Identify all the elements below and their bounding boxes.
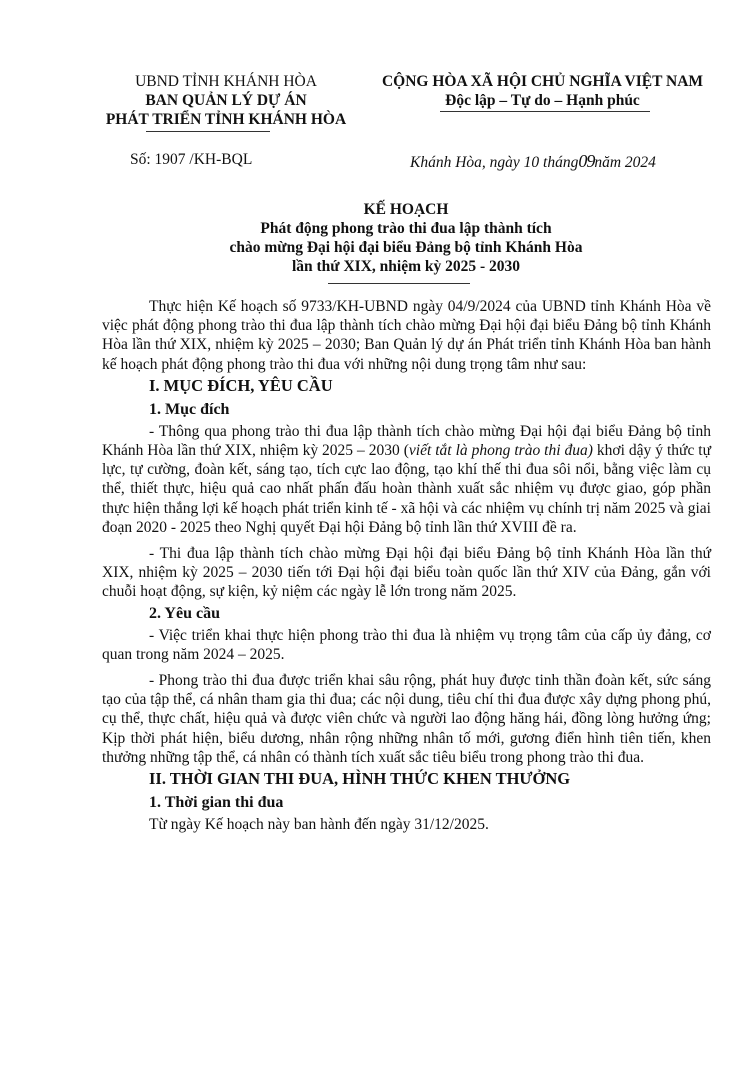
purpose-paragraph-2: - Thi đua lập thành tích chào mừng Đại hội đại biểu Đảng bộ tỉnh Khánh Hòa lần thứ XIX, nhiệm kỳ 2025 – 2030 tiến tới Đại hội đại biểu toàn quốc lần thứ XIV của Đảng, gắn với chuỗi hoạt động, sự kiện, kỷ niệm các ngày lễ lớn trong năm 2025. xyxy=(102,545,711,601)
title-line2: chào mừng Đại hội đại biểu Đảng bộ tỉnh Khánh Hòa xyxy=(229,239,583,256)
agency-name-line1: BAN QUẢN LÝ DỰ ÁN xyxy=(145,92,307,109)
purpose-p1-end: khơi dậy ý thức tự lực, tự cường, đoàn kết, sáng tạo, tích cực lao động, tạo khí thế thi đua sôi nổi, bằng việc làm cụ thể, thiết thực, hiệu quả cao nhất phấn đấu hoàn thành xuất sắc nhiệm vụ được giao, góp phần thực hiện thắng lợi kế hoạch phát triển kinh tế - xã hội và các nhiệm vụ chính trị năm 2025 và giai đoạn 2020 - 2025 theo Nghị quyết Đại hội Đảng bộ tỉnh lần thứ XVIII đề ra. xyxy=(102,442,712,536)
requirements-paragraph-2: - Phong trào thi đua được triển khai sâu rộng, phát huy được tinh thần đoàn kết, sức sáng tạo của tập thể, cá nhân tham gia thi đua; các nội dung, tiêu chí thi đua được xây dựng phong phú, cụ thể, thực chất, hiệu quả và được viên chức và người lao động hăng hái, đồng lòng hưởng ứng; Kịp thời phát hiện, biểu dương, nhân rộng những nhân tố mới, gương điển hình tiên tiến, khen thưởng những tập thể, cá nhân có thành tích xuất sắc tiêu biểu trong phong trào thi đua. xyxy=(102,672,711,766)
document-number: Số: 1907 /KH-BQL xyxy=(130,151,253,168)
agency-underline xyxy=(146,131,270,132)
purpose-p1-start: - Thông qua phong trào thi đua lập thành tích chào mừng Đại hội đại biểu Đảng bộ tỉnh Khánh Hòa lần thứ XIX, nhiệm kỳ 2025 – 2030 ( xyxy=(102,422,711,460)
subsection-heading-requirements: 2. Yêu cầu xyxy=(149,604,220,622)
title-line3: lần thứ XIX, nhiệm kỳ 2025 - 2030 xyxy=(291,258,521,275)
purpose-p1-italic: viết tắt là phong trào thi đua) xyxy=(408,442,593,460)
subsection-heading-purpose: 1. Mục đích xyxy=(149,400,230,418)
agency-name-line2: PHÁT TRIỂN TỈNH KHÁNH HÒA xyxy=(105,111,347,128)
title-line1: Phát động phong trào thi đua lập thành tích xyxy=(260,220,552,237)
date-prefix: Khánh Hòa, ngày 10 tháng xyxy=(410,154,579,171)
intro-paragraph: Thực hiện Kế hoạch số 9733/KH-UBND ngày 04/9/2024 của UBND tỉnh Khánh Hòa về việc phát động phong trào thi đua lập thành tích chào mừng Đại hội đại biểu Đảng bộ tỉnh Khánh Hòa lần thứ XIX, nhiệm kỳ 2025 – 2030; Ban Quản lý dự án Phát triển tỉnh Khánh Hòa ban hành kế hoạch phát động phong trào thi đua với những nội dung trọng tâm như sau: xyxy=(102,298,711,373)
document-body xyxy=(102,297,711,834)
title-underline xyxy=(328,283,470,284)
purpose-paragraph-1 xyxy=(102,422,711,537)
motto: Độc lập – Tự do – Hạnh phúc xyxy=(445,92,640,109)
document-title-block xyxy=(96,200,716,276)
national-motto-block xyxy=(370,72,715,110)
country-name: CỘNG HÒA XÃ HỘI CHỦ NGHĨA VIỆT NAM xyxy=(381,73,704,90)
motto-underline xyxy=(440,111,650,112)
section-heading-1: I. MỤC ĐÍCH, YÊU CẦU xyxy=(149,375,333,395)
document-type: KẾ HOẠCH xyxy=(363,201,449,218)
agency-parent: UBND TỈNH KHÁNH HÒA xyxy=(135,73,317,90)
issuing-agency-block xyxy=(96,72,356,129)
document-date xyxy=(410,151,656,172)
date-suffix: năm 2024 xyxy=(594,154,656,171)
requirements-paragraph-1: - Việc triển khai thực hiện phong trào thi đua là nhiệm vụ trọng tâm của cấp ủy đảng, cơ quan trong năm 2024 – 2025. xyxy=(102,626,711,663)
subsection-heading-duration: 1. Thời gian thi đua xyxy=(149,794,284,812)
date-month: 09 xyxy=(578,151,595,171)
section-heading-2: II. THỜI GIAN THI ĐUA, HÌNH THỨC KHEN THƯỞNG xyxy=(149,769,571,789)
duration-paragraph: Từ ngày Kế hoạch này ban hành đến ngày 31/12/2025. xyxy=(149,816,489,834)
